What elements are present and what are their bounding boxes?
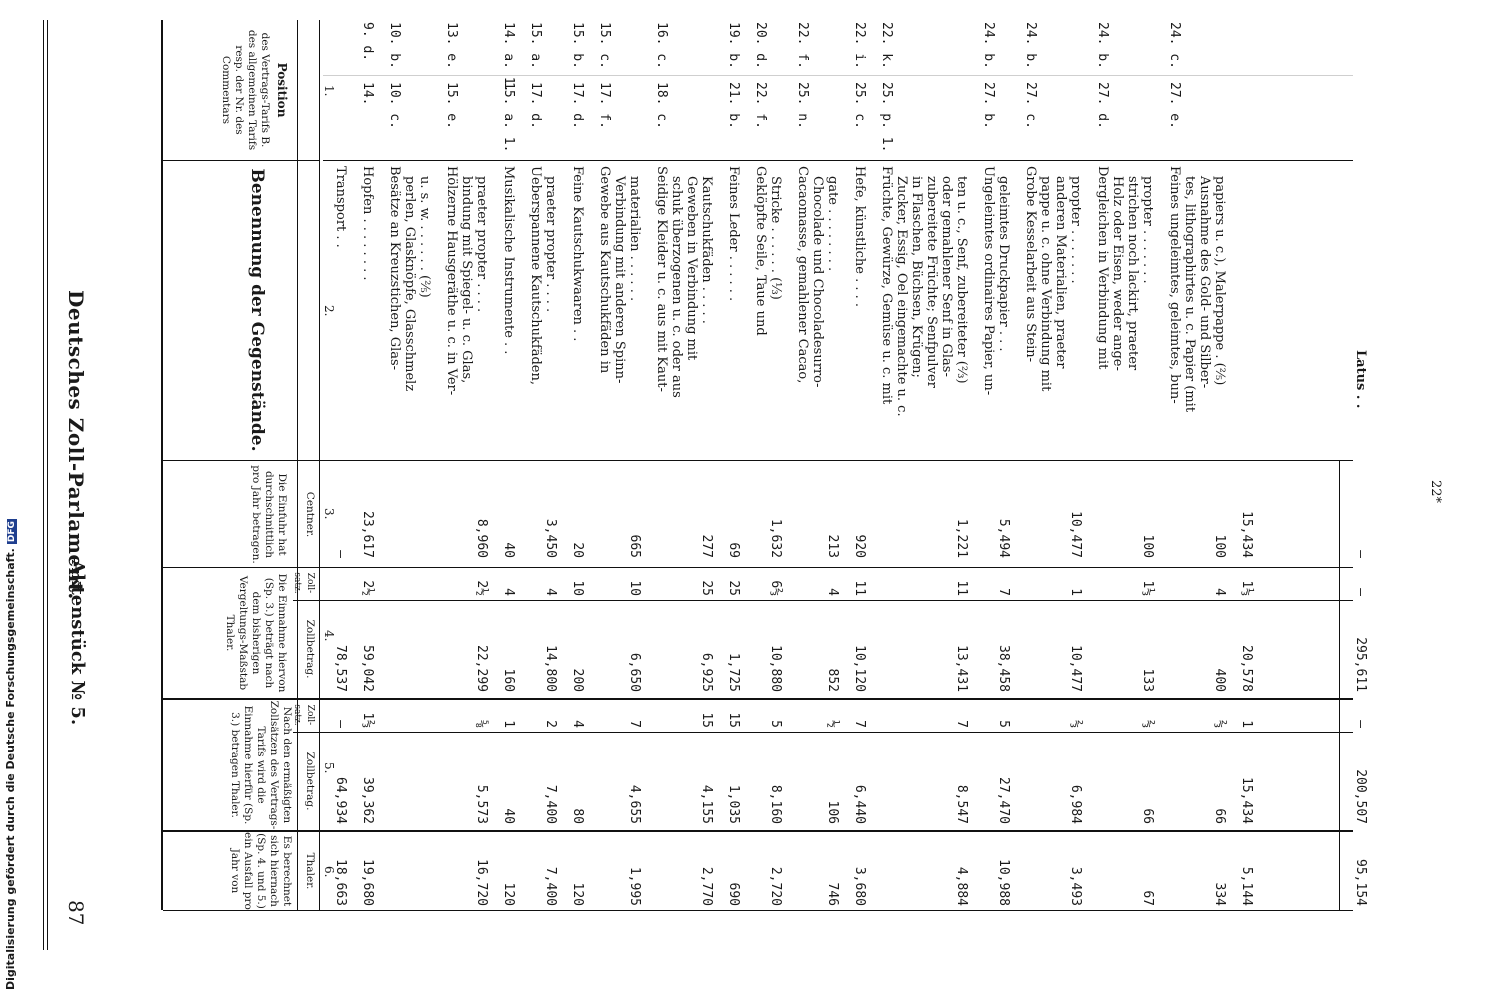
col4-unit-b: Zollbetrag. <box>304 619 316 679</box>
col-divider <box>293 600 1353 601</box>
col1-sub-b: des allgemeinen Tarifs <box>246 29 258 151</box>
old-duty-amount: 1,725 <box>726 652 741 692</box>
col-number-6: 6. <box>322 866 336 878</box>
page-number: 87 <box>64 900 88 926</box>
col6-title: Es berechnet sich hiernach (Sp. 4. und 5.) ein Ausfall pro Jahr von <box>229 832 293 910</box>
table-header-bottom <box>297 20 298 910</box>
revenue-loss: 2,770 <box>699 866 714 906</box>
revenue-loss: 334 <box>1212 882 1227 906</box>
new-duty-amount: 7,400 <box>543 784 558 824</box>
import-centner: 920 <box>852 534 867 558</box>
new-duty-rate: 1 <box>1239 720 1254 728</box>
header-title: Deutsches Zoll-Parlament. <box>64 290 88 600</box>
item-description-line: Transport . . <box>333 166 348 248</box>
new-duty-rate: ⅔ <box>1212 720 1227 728</box>
new-duty-amount: 15,434 <box>1239 777 1254 824</box>
revenue-loss: 7,400 <box>543 866 558 906</box>
old-duty-rate: 1⅓ <box>1239 580 1254 596</box>
old-duty-rate: 4 <box>501 588 516 596</box>
item-description-line: Zucker, Essig, Oel eingemachte u. c. <box>894 176 909 417</box>
position-general: 25. n. <box>795 82 810 129</box>
item-description-line: oder gemahlener Senf in Glas- <box>939 176 954 377</box>
new-duty-rate: 15 <box>726 712 741 728</box>
revenue-loss: 3,493 <box>1068 866 1083 906</box>
col5-unit-b: Zollbetrag. <box>304 751 316 811</box>
old-duty-amount: 200 <box>570 668 585 692</box>
old-duty-amount: 160 <box>501 668 516 692</box>
old-duty-amount: 38,458 <box>996 645 1011 692</box>
new-duty-amount: 8,160 <box>768 784 783 824</box>
old-duty-amount: 6,925 <box>699 652 714 692</box>
item-description-line: gate . . . . . . . . <box>825 176 840 272</box>
col3-header <box>249 462 288 567</box>
new-duty-rate: 5 <box>996 720 1011 728</box>
import-centner: 69 <box>726 542 741 558</box>
item-description-line: geleimtes Druckpapier . . . <box>996 176 1011 352</box>
import-centner: 213 <box>825 534 840 558</box>
item-description-line: ten u. c., Senf, zubereiteter (⅔) <box>954 176 969 384</box>
position-general: 17. f. <box>597 82 612 129</box>
old-duty-rate: 2½ <box>360 580 375 596</box>
position-general: 10. c. <box>387 82 402 129</box>
revenue-loss: 4,884 <box>954 866 969 906</box>
col-number-3: 3. <box>322 508 336 520</box>
col5-header <box>228 700 293 830</box>
old-duty-rate: 1 <box>1068 588 1083 596</box>
col1-sub-a: des Vertrags-Tarifs B. <box>259 32 271 148</box>
item-description-line: Ausnahme des Gold- und Silber- <box>1197 176 1212 389</box>
revenue-loss: 120 <box>501 882 516 906</box>
new-duty-amount: 64,934 <box>333 777 348 824</box>
new-duty-amount: 39,362 <box>360 777 375 824</box>
position-contract: 15. a. <box>528 22 543 69</box>
revenue-loss: 2,720 <box>768 866 783 906</box>
revenue-loss: 18,663 <box>333 859 348 906</box>
latus-col3: — <box>1353 550 1368 558</box>
col6-header <box>228 832 293 910</box>
col4-header <box>223 568 288 698</box>
old-duty-rate: 1⅓ <box>1140 580 1155 596</box>
col3-title: Die Einfuhr hat durchschnittlich pro Jahr betragen. <box>250 465 288 564</box>
item-description-line: Kautschukfäden . . . . . <box>699 176 714 324</box>
old-duty-rate: 10 <box>627 580 642 596</box>
item-description-line: bindung mit Spiegel- u. c. Glas, <box>459 176 474 384</box>
old-duty-rate: 25 <box>726 580 741 596</box>
old-duty-amount: 14,800 <box>543 645 558 692</box>
item-description-line: pappe u. c. ohne Verbindung mit <box>1038 176 1053 392</box>
position-general: 14. <box>360 82 375 106</box>
item-description-line: Besätze an Kreuzstichen, Glas- <box>387 166 402 371</box>
old-duty-rate: 11 <box>954 580 969 596</box>
import-centner: 40 <box>501 542 516 558</box>
revenue-loss: 5,144 <box>1239 866 1254 906</box>
import-centner: 277 <box>699 534 714 558</box>
item-description-line: Verbindung mit anderen Spinn- <box>612 176 627 384</box>
revenue-loss: 10,988 <box>996 859 1011 906</box>
col-divider <box>163 910 1353 911</box>
col1-title: Position <box>275 62 289 118</box>
new-duty-amount: 6,984 <box>1068 784 1083 824</box>
col-divider <box>162 160 320 161</box>
import-centner: 10,477 <box>1068 511 1083 558</box>
position-contract: 10. b. <box>387 22 402 69</box>
position-contract: 20. d. <box>753 22 768 69</box>
col-number-4: 4. <box>322 630 336 642</box>
import-centner: — <box>333 550 348 558</box>
old-duty-rate: 2½ <box>474 580 489 596</box>
old-duty-amount: 852 <box>825 668 840 692</box>
col4-unit-a: Zoll-satz. <box>292 572 315 594</box>
new-duty-amount: 4,155 <box>699 784 714 824</box>
col-number-1: 1. <box>322 85 336 97</box>
item-description-line: Feines ungeleimtes, geleimtes, bun- <box>1167 166 1182 404</box>
col5-title: Nach den ermäßigten Zollsätzen des Vertrags-Tarifs wird die Einnahme hierfür (Sp. 3.) betragen Thaler. <box>229 700 293 830</box>
header-subtitle: Aktenstück № 5. <box>67 560 88 726</box>
col-number-2: 2. <box>322 305 336 317</box>
item-description-line: Ueberspannene Kautschukfäden, <box>528 166 543 385</box>
position-general: 22. f. <box>753 82 768 129</box>
item-description-line: Dergleichen in Verbindung mit <box>1095 166 1110 370</box>
latus-col5a: — <box>1353 720 1368 728</box>
old-duty-rate: 4 <box>1212 588 1227 596</box>
item-description-line: propter . . . . . . . <box>1140 176 1155 284</box>
position-contract: 13. e. <box>444 22 459 69</box>
old-duty-amount: 10,880 <box>768 645 783 692</box>
old-duty-amount: 10,477 <box>1068 645 1083 692</box>
new-duty-rate: — <box>333 720 348 728</box>
position-contract: 24. c. <box>1167 22 1182 69</box>
item-description-line: zubereitete Früchte; Senfpulver <box>924 176 939 388</box>
item-description-line: Hefe, künstliche . . . . <box>852 166 867 308</box>
item-description-line: Hölzerne Hausgeräthe u. c. in Ver- <box>444 166 459 396</box>
revenue-loss: 67 <box>1140 890 1155 906</box>
item-description-line: Cacaomasse, gemahlener Cacao, <box>795 166 810 384</box>
item-description-line: Seidige Kleider u. c. aus mit Kaut- <box>654 166 669 392</box>
new-duty-rate: ⅔ <box>1140 720 1155 728</box>
digitization-note <box>4 519 17 990</box>
old-duty-rate: 4 <box>825 588 840 596</box>
revenue-loss: 16,720 <box>474 859 489 906</box>
col4-title: Die Einnahme hiervon (Sp. 3.) beträgt nach dem bisherigen Vergeltungs-Maßstab Thaler. <box>224 573 288 693</box>
position-contract: 24. b. <box>981 22 996 69</box>
old-duty-amount: 133 <box>1140 668 1155 692</box>
position-general: 25. p. 1. <box>879 82 894 153</box>
revenue-loss: 690 <box>726 882 741 906</box>
position-contract: 16. c. <box>654 22 669 69</box>
col-divider <box>323 75 1353 76</box>
item-description-line: Grobe Kesselarbeit aus Stein- <box>1023 166 1038 362</box>
item-description-line: Geklöpfte Seile, Taue und <box>753 166 768 336</box>
position-general: 27. c. <box>1023 82 1038 129</box>
item-description-line: Holz oder Eisen, weder ange- <box>1110 176 1125 371</box>
new-duty-rate: 7 <box>627 720 642 728</box>
position-contract: 15. c. <box>597 22 612 69</box>
position-contract: 22. k. <box>879 22 894 69</box>
position-contract: 9. d. <box>360 22 375 62</box>
item-description-line: materialien . . . . . . <box>627 176 642 302</box>
old-duty-amount: 78,537 <box>333 645 348 692</box>
latus-col4a: — <box>1353 588 1368 596</box>
item-description-line: u. s. w. . . . . . . (⅖) <box>417 176 432 298</box>
new-duty-amount: 1,035 <box>726 784 741 824</box>
import-centner: 23,617 <box>360 511 375 558</box>
col2-title: Benennung der Gegenstände. <box>247 168 267 452</box>
position-general: 21. b. <box>726 82 741 129</box>
old-duty-rate: 4 <box>543 588 558 596</box>
latus-rule <box>1339 460 1340 910</box>
col1-header <box>168 20 288 160</box>
item-description-line: schuk überzogenen u. c. oder aus <box>669 176 684 398</box>
item-description-line: Hopfen . . . . . . . . <box>360 166 375 281</box>
new-duty-rate: 15 <box>699 712 714 728</box>
new-duty-rate: 7 <box>954 720 969 728</box>
position-general: 15. a. 1. <box>501 82 516 153</box>
import-centner: 20 <box>570 542 585 558</box>
old-duty-amount: 20,578 <box>1239 645 1254 692</box>
col-divider <box>163 460 1353 461</box>
new-duty-rate: ½ <box>825 720 840 728</box>
new-duty-rate: 7 <box>852 720 867 728</box>
dfg-logo: DFG <box>7 521 17 543</box>
position-contract: 14. a. 1. <box>501 22 516 93</box>
revenue-loss: 1,995 <box>627 866 642 906</box>
header-rule <box>47 20 48 950</box>
old-duty-amount: 22,299 <box>474 645 489 692</box>
import-centner: 3,450 <box>543 518 558 558</box>
new-duty-amount: 80 <box>570 808 585 824</box>
new-duty-amount: 106 <box>825 800 840 824</box>
import-centner: 100 <box>1140 534 1155 558</box>
latus-col5b: 200,507 <box>1353 769 1368 824</box>
item-description-line: Stricke . . . . . . (⅓) <box>768 176 783 300</box>
item-description-line: Ungeleimtes ordinaires Papier, un- <box>981 166 996 396</box>
latus-col4b: 295,611 <box>1353 637 1368 692</box>
position-contract: 19. b. <box>726 22 741 69</box>
item-description-line: praeter propter . . . . <box>474 176 489 313</box>
new-duty-amount: 5,573 <box>474 784 489 824</box>
import-centner: 8,960 <box>474 518 489 558</box>
latus-label: Latus . . <box>1353 350 1368 409</box>
revenue-loss: 3,680 <box>852 866 867 906</box>
col2-header <box>247 160 267 460</box>
item-description-line: tes, lithographirtes u. c. Papier (mit <box>1182 176 1197 413</box>
old-duty-amount: 59,042 <box>360 645 375 692</box>
col1-sub-c: resp. der Nr. des Commentars <box>220 45 245 135</box>
new-duty-rate: 2 <box>543 720 558 728</box>
import-centner: 5,494 <box>996 518 1011 558</box>
position-general: 25. c. <box>852 82 867 129</box>
new-duty-amount: 27,470 <box>996 777 1011 824</box>
import-centner: 1,632 <box>768 518 783 558</box>
latus-col6: 95,154 <box>1353 859 1368 906</box>
position-general: 17. d. <box>528 82 543 129</box>
old-duty-amount: 6,650 <box>627 652 642 692</box>
item-description-line: Chocolade und Chocoladesurro- <box>810 176 825 388</box>
new-duty-rate: ⅝ <box>474 720 489 728</box>
table-top-border <box>161 20 163 910</box>
col-number-5: 5. <box>322 762 336 774</box>
new-duty-amount: 8,547 <box>954 784 969 824</box>
item-description-line: Musikalische Instrumente . . <box>501 166 516 355</box>
header-rule-2 <box>43 20 44 950</box>
position-contract: 15. b. <box>570 22 585 69</box>
item-description-line: anderen Materialien, praeter <box>1053 176 1068 369</box>
position-general: 27. e. <box>1167 82 1182 129</box>
col-divider <box>293 732 1353 733</box>
old-duty-rate: 11 <box>852 580 867 596</box>
new-duty-rate: 1 <box>501 720 516 728</box>
position-contract: 24. b. <box>1095 22 1110 69</box>
col6-unit: Thaler. <box>304 852 316 890</box>
item-description-line: Feines Leder . . . . . . <box>726 166 741 302</box>
col5-unit-a: Zoll-satz. <box>292 704 315 726</box>
old-duty-amount: 13,431 <box>954 645 969 692</box>
new-duty-rate: 5 <box>768 720 783 728</box>
item-description-line: Feine Kautschukwaaren . . <box>570 166 585 342</box>
item-description-line: strichen noch lackirt, praeter <box>1125 176 1140 371</box>
new-duty-amount: 4,655 <box>627 784 642 824</box>
col3-unit: Centner. <box>304 491 316 538</box>
bottom-page-mark: 22* <box>1428 480 1443 504</box>
old-duty-amount: 10,120 <box>852 645 867 692</box>
revenue-loss: 19,680 <box>360 859 375 906</box>
old-duty-rate: 6⅔ <box>768 580 783 596</box>
position-contract: 24. b. <box>1023 22 1038 69</box>
old-duty-rate: 7 <box>996 588 1011 596</box>
revenue-loss: 746 <box>825 882 840 906</box>
position-general: 27. b. <box>981 82 996 129</box>
new-duty-amount: 6,440 <box>852 784 867 824</box>
item-description-line: in Flaschen, Büchsen, Krügen; <box>909 176 924 378</box>
position-general: 27. d. <box>1095 82 1110 129</box>
item-description-line: Gewebe aus Kautschukfäden in <box>597 166 612 374</box>
new-duty-amount: 66 <box>1212 808 1227 824</box>
item-description-line: Früchte, Gewürze, Gemüse u. c. mit <box>879 166 894 405</box>
new-duty-rate: 4 <box>570 720 585 728</box>
digitization-note-text: Digitalisierung gefördert durch die Deutsche Forschungsgemeinschaft. <box>4 548 17 990</box>
position-contract: 22. i. <box>852 22 867 69</box>
position-general: 17. d. <box>570 82 585 129</box>
import-centner: 100 <box>1212 534 1227 558</box>
col-divider <box>163 567 1353 568</box>
col-divider <box>323 160 1353 161</box>
colnum-row-bottom <box>319 20 320 910</box>
new-duty-amount: 40 <box>501 808 516 824</box>
import-centner: 15,434 <box>1239 511 1254 558</box>
old-duty-rate: 25 <box>699 580 714 596</box>
item-description-line: propter . . . . . . . <box>1068 176 1083 284</box>
item-description-line: perlen, Glasknöpfe, Glasschmelz <box>402 176 417 392</box>
position-contract: 22. f. <box>795 22 810 69</box>
old-duty-amount: 400 <box>1212 668 1227 692</box>
item-description-line: praeter propter . . . . <box>543 176 558 313</box>
item-description-line: papiers u. c.), Malerpappe . (⅖) <box>1212 176 1227 386</box>
position-general: 18. c. <box>654 82 669 129</box>
import-centner: 665 <box>627 534 642 558</box>
revenue-loss: 120 <box>570 882 585 906</box>
new-duty-rate: ⅔ <box>1068 720 1083 728</box>
import-centner: 1,221 <box>954 518 969 558</box>
new-duty-amount: 66 <box>1140 808 1155 824</box>
new-duty-rate: 1⅔ <box>360 712 375 728</box>
position-general: 15. e. <box>444 82 459 129</box>
item-description-line: Geweben in Verbindung mit <box>684 176 699 361</box>
old-duty-rate: 10 <box>570 580 585 596</box>
